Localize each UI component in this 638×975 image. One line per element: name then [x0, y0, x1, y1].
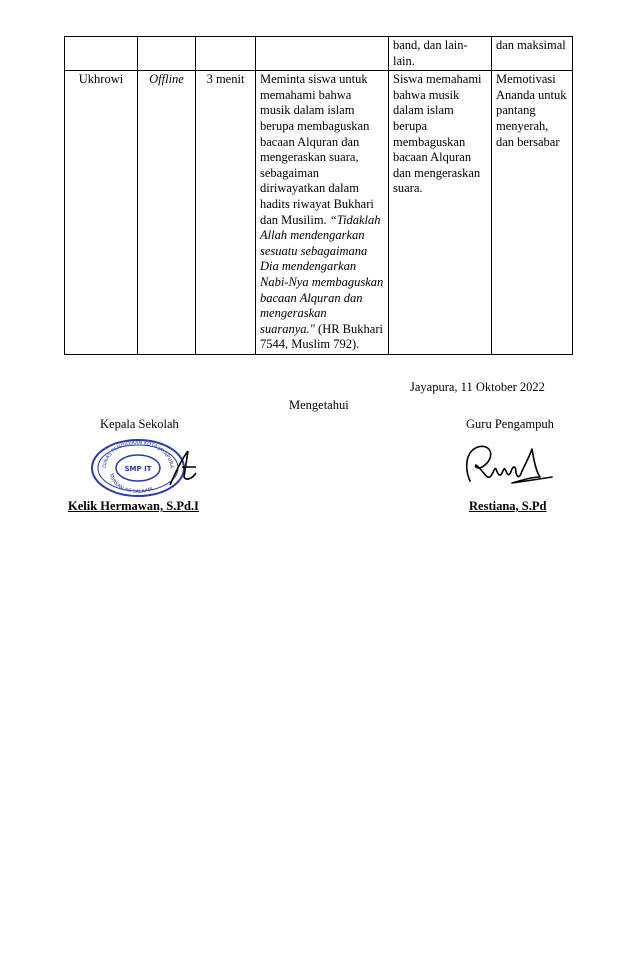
- table-cell: [65, 37, 138, 71]
- table-row: [65, 37, 573, 71]
- principal-role: Kepala Sekolah: [100, 417, 179, 431]
- table-cell: [138, 37, 196, 71]
- mode-cell: Offline: [138, 71, 196, 355]
- outcome-cell: Siswa memahami bahwa musik dalam islam berupa membaguskan bacaan Alquran dan mengeraskan suara.: [389, 71, 492, 355]
- lesson-plan-table: [64, 36, 573, 355]
- aspect-cell: Ukhrowi: [65, 71, 138, 355]
- table-cell: dan maksimal: [492, 37, 573, 71]
- hadith-reference: (HR Bukhari 7544, Muslim 792).: [260, 321, 383, 352]
- teacher-name: Restiana, S.Pd: [469, 499, 547, 513]
- stamp-bottom-text: YAYASAN AS SALAAM: [107, 472, 154, 496]
- table-row: [65, 71, 573, 355]
- motivation-cell: Memotivasi Ananda untuk pantang menyerah, dan bersabar: [492, 71, 573, 355]
- stamp-center-text: SMP IT: [124, 465, 152, 473]
- activity-text: Meminta siswa untuk memahami bahwa musik dalam islam berupa membaguskan bacaan Alquran dan mengeraskan suara, sebagaiman diriwayatkan dalam hadits riwayat Bukhari dan Musilim.: [260, 72, 374, 227]
- teacher-role: Guru Pengampuh: [466, 417, 554, 431]
- school-stamp-icon: [84, 437, 204, 499]
- hadith-quote: “Tidaklah Allah mendengarkan sesuatu sebagaimana Dia mendengarkan Nabi-Nya membaguskan bacaan Alquran dan mengeraskan suaranya.": [260, 212, 384, 336]
- place-date: Jayapura, 11 Oktober 2022: [410, 380, 545, 394]
- acknowledged-label: Mengetahui: [289, 398, 349, 412]
- table-cell: [256, 37, 389, 71]
- duration-cell: 3 menit: [196, 71, 256, 355]
- table-cell: [196, 37, 256, 71]
- stamp-top-text: DINAS PENDIDIKAN KOTA JAYAPURA: [101, 439, 175, 469]
- principal-name: Kelik Hermawan, S.Pd.I: [68, 499, 199, 513]
- teacher-signature-icon: [456, 437, 556, 495]
- table-cell: band, dan lain-lain.: [389, 37, 492, 71]
- activity-cell: [256, 71, 389, 355]
